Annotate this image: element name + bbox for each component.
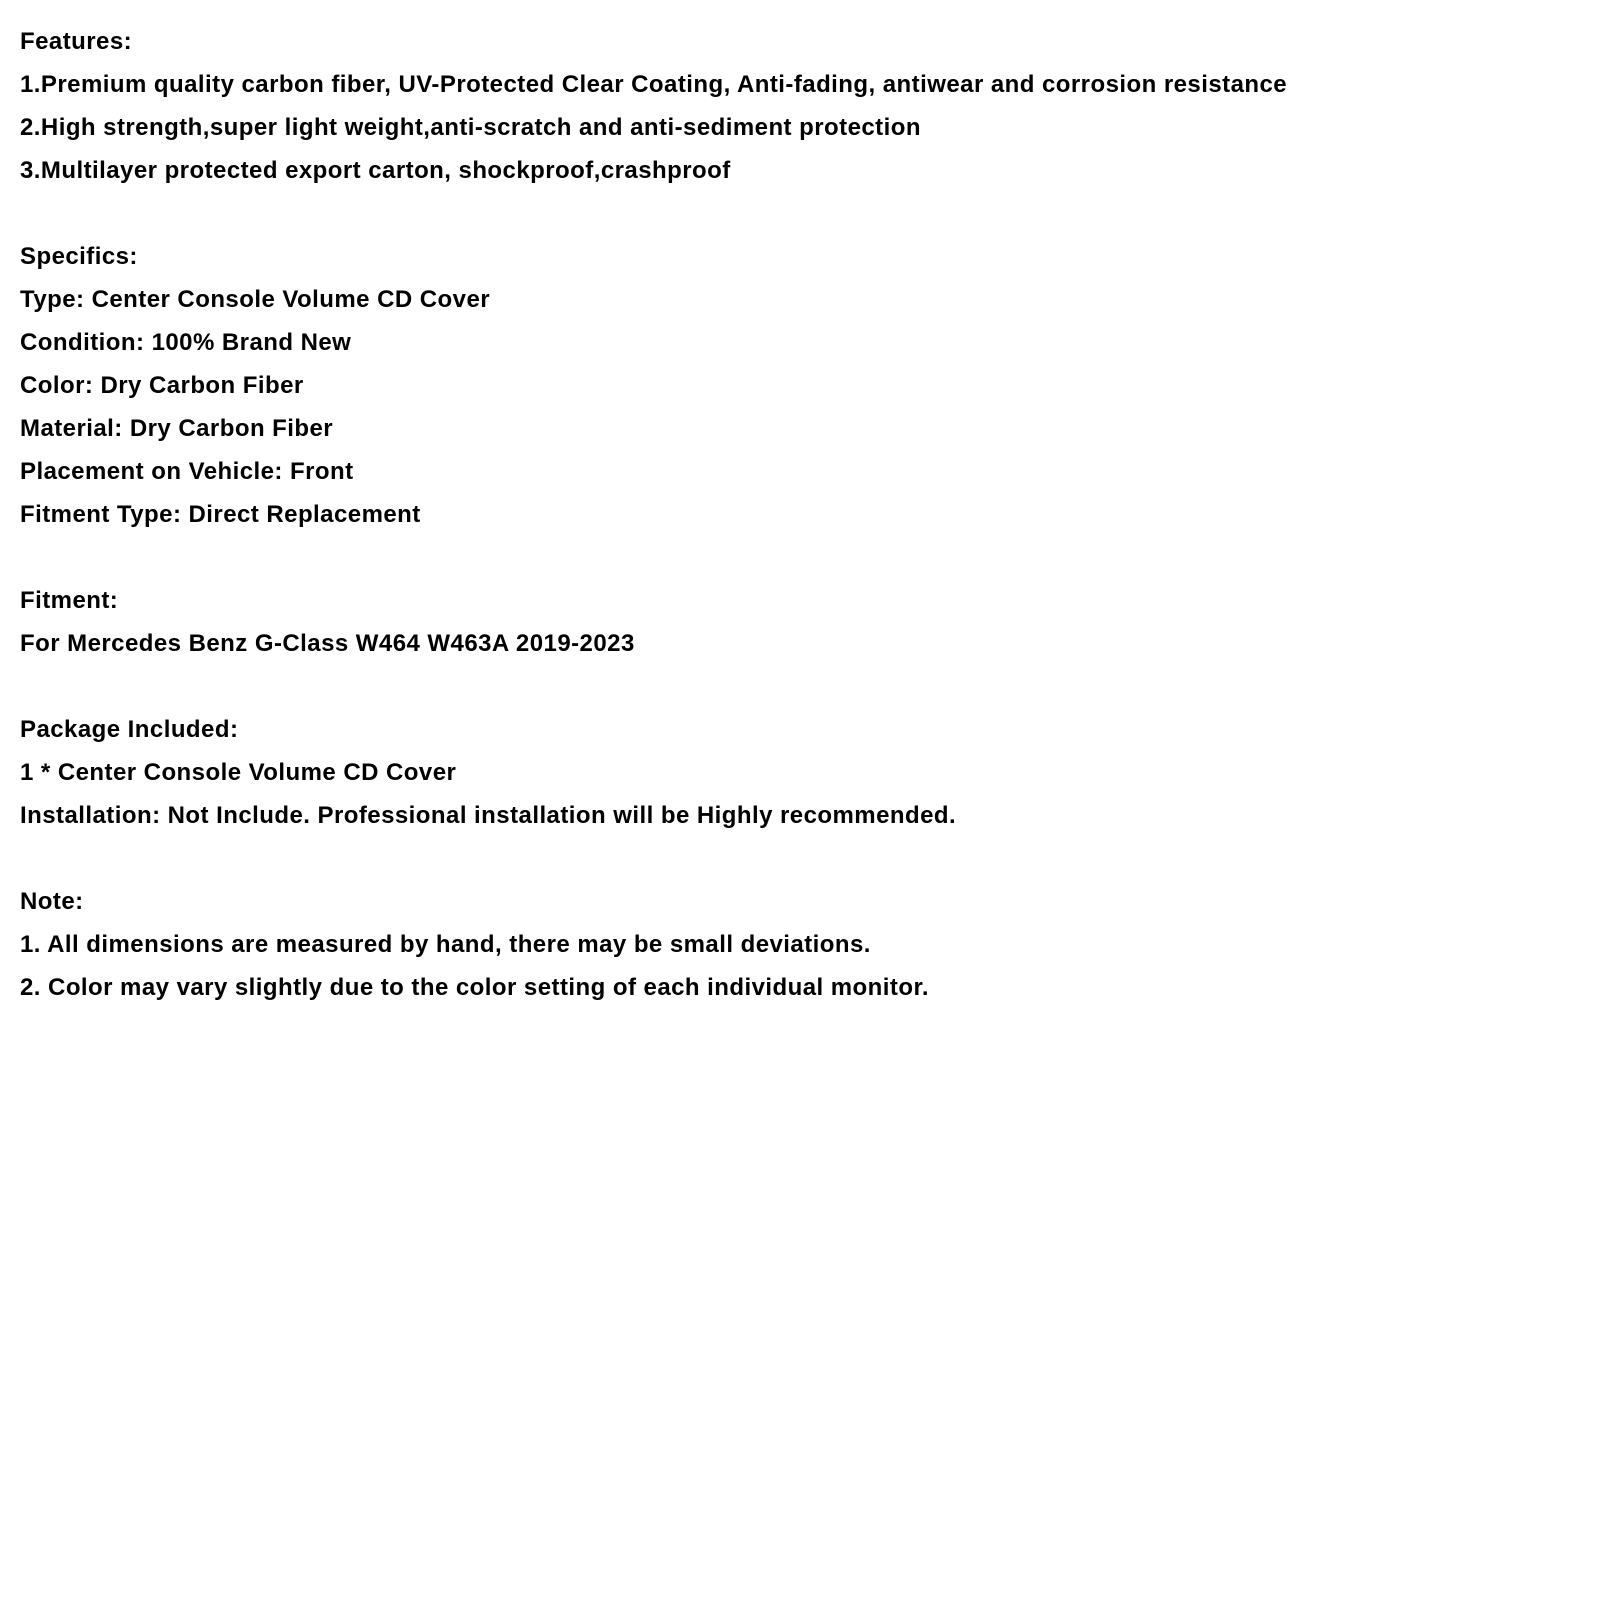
package-item-1: 1 * Center Console Volume CD Cover xyxy=(20,759,457,786)
product-description xyxy=(20,20,1580,1052)
note-item-2: 2. Color may vary slightly due to the color setting of each individual monitor. xyxy=(20,974,930,1001)
specifics-section xyxy=(20,235,1580,536)
note-heading: Note: xyxy=(20,888,84,915)
specifics-fitment-type: Fitment Type: Direct Replacement xyxy=(20,501,421,528)
features-item-3: 3.Multilayer protected export carton, shockproof,crashproof xyxy=(20,157,731,184)
note-item-1: 1. All dimensions are measured by hand, there may be small deviations. xyxy=(20,931,871,958)
fitment-heading: Fitment: xyxy=(20,587,119,614)
fitment-vehicle: For Mercedes Benz G-Class W464 W463A 2019-2023 xyxy=(20,630,635,657)
specifics-material: Material: Dry Carbon Fiber xyxy=(20,415,334,442)
specifics-type: Type: Center Console Volume CD Cover xyxy=(20,286,491,313)
features-section xyxy=(20,20,1580,192)
specifics-condition: Condition: 100% Brand New xyxy=(20,329,352,356)
package-section xyxy=(20,708,1580,837)
features-item-2: 2.High strength,super light weight,anti-scratch and anti-sediment protection xyxy=(20,114,921,141)
fitment-section xyxy=(20,579,1580,665)
note-section xyxy=(20,880,1580,1009)
package-installation: Installation: Not Include. Professional installation will be Highly recommended. xyxy=(20,802,957,829)
package-heading: Package Included: xyxy=(20,716,239,743)
features-item-1: 1.Premium quality carbon fiber, UV-Protected Clear Coating, Anti-fading, antiwear and corrosion resistance xyxy=(20,71,1288,98)
specifics-placement: Placement on Vehicle: Front xyxy=(20,458,354,485)
specifics-heading: Specifics: xyxy=(20,243,138,270)
specifics-color: Color: Dry Carbon Fiber xyxy=(20,372,304,399)
features-heading: Features: xyxy=(20,28,133,55)
